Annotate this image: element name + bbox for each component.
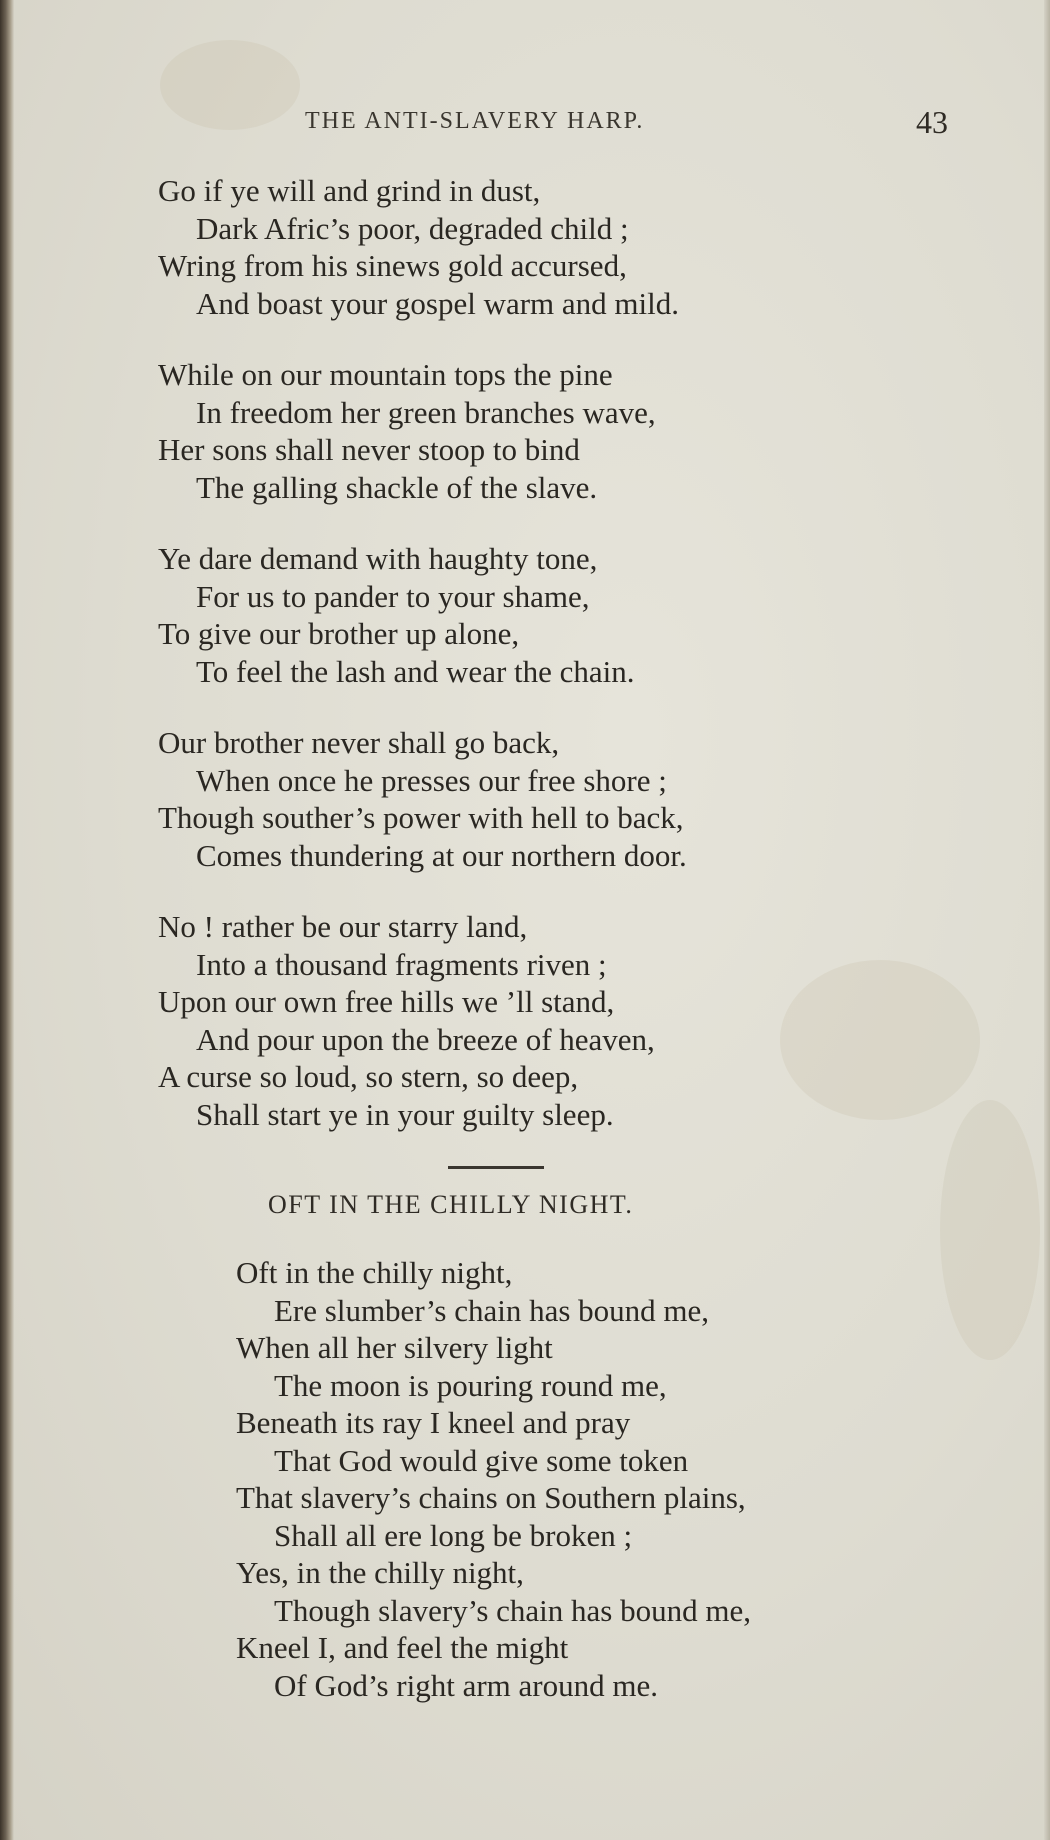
verse-line: Upon our own free hills we ’ll stand, [158,984,615,1019]
verse-line: The moon is pouring round me, [274,1367,667,1403]
verse-line: Our brother never shall go back, [158,725,560,760]
verse-line: Yes, in the chilly night, [236,1555,524,1590]
verse-line: Comes thundering at our northern door. [196,837,687,873]
verse-line: When once he presses our free shore ; [196,762,667,798]
stanza [158,724,1018,874]
verse-line: And boast your gospel warm and mild. [196,285,680,321]
verse-line: That slavery’s chains on Southern plains, [236,1480,746,1515]
verse-line: Ye dare demand with haughty tone, [158,541,598,576]
verse-line: In freedom her green branches wave, [196,394,656,430]
verse-line: Though slavery’s chain has bound me, [274,1592,751,1628]
verse-line: Into a thousand fragments riven ; [196,946,607,982]
stanza [158,540,1018,690]
binding-edge [0,0,14,1840]
verse-line: Kneel I, and feel the might [236,1630,569,1665]
stanza [158,172,1018,322]
running-head: THE ANTI-SLAVERY HARP. [305,108,645,134]
verse-line: Dark Afric’s poor, degraded child ; [196,210,629,246]
stanza [158,356,1018,506]
verse-line: Wring from his sinews gold accursed, [158,248,627,283]
verse-line: Oft in the chilly night, [236,1255,513,1290]
paper-stain [160,40,300,130]
verse-line: Beneath its ray I kneel and pray [236,1405,631,1440]
verse-line: When all her silvery light [236,1330,553,1365]
verse-line: Of God’s right arm around me. [274,1667,658,1703]
verse-line: While on our mountain tops the pine [158,357,613,392]
verse-line: Her sons shall never stoop to bind [158,432,580,467]
stanza [158,908,1018,1133]
page-number: 43 [916,104,948,140]
section-title: OFT IN THE CHILLY NIGHT. [268,1190,634,1219]
verse-line: No ! rather be our starry land, [158,909,528,944]
verse-line: To give our brother up alone, [158,616,520,651]
verse-line: The galling shackle of the slave. [196,469,598,505]
verse-line: To feel the lash and wear the chain. [196,653,635,689]
verse-line: Go if ye will and grind in dust, [158,173,541,208]
verse-line: For us to pander to your shame, [196,578,590,614]
verse-line: Shall start ye in your guilty sleep. [196,1096,614,1132]
page-edge [1044,0,1050,1840]
verse-line: A curse so loud, so stern, so deep, [158,1059,579,1094]
poem-body [158,172,1018,1167]
section-divider [448,1166,544,1169]
verse-line: And pour upon the breeze of heaven, [196,1021,655,1057]
verse-line: Shall all ere long be broken ; [274,1517,633,1553]
poem-body-2 [236,1254,1016,1704]
verse-line: Though souther’s power with hell to back, [158,800,684,835]
verse-line: Ere slumber’s chain has bound me, [274,1292,710,1328]
verse-line: That God would give some token [274,1442,689,1478]
